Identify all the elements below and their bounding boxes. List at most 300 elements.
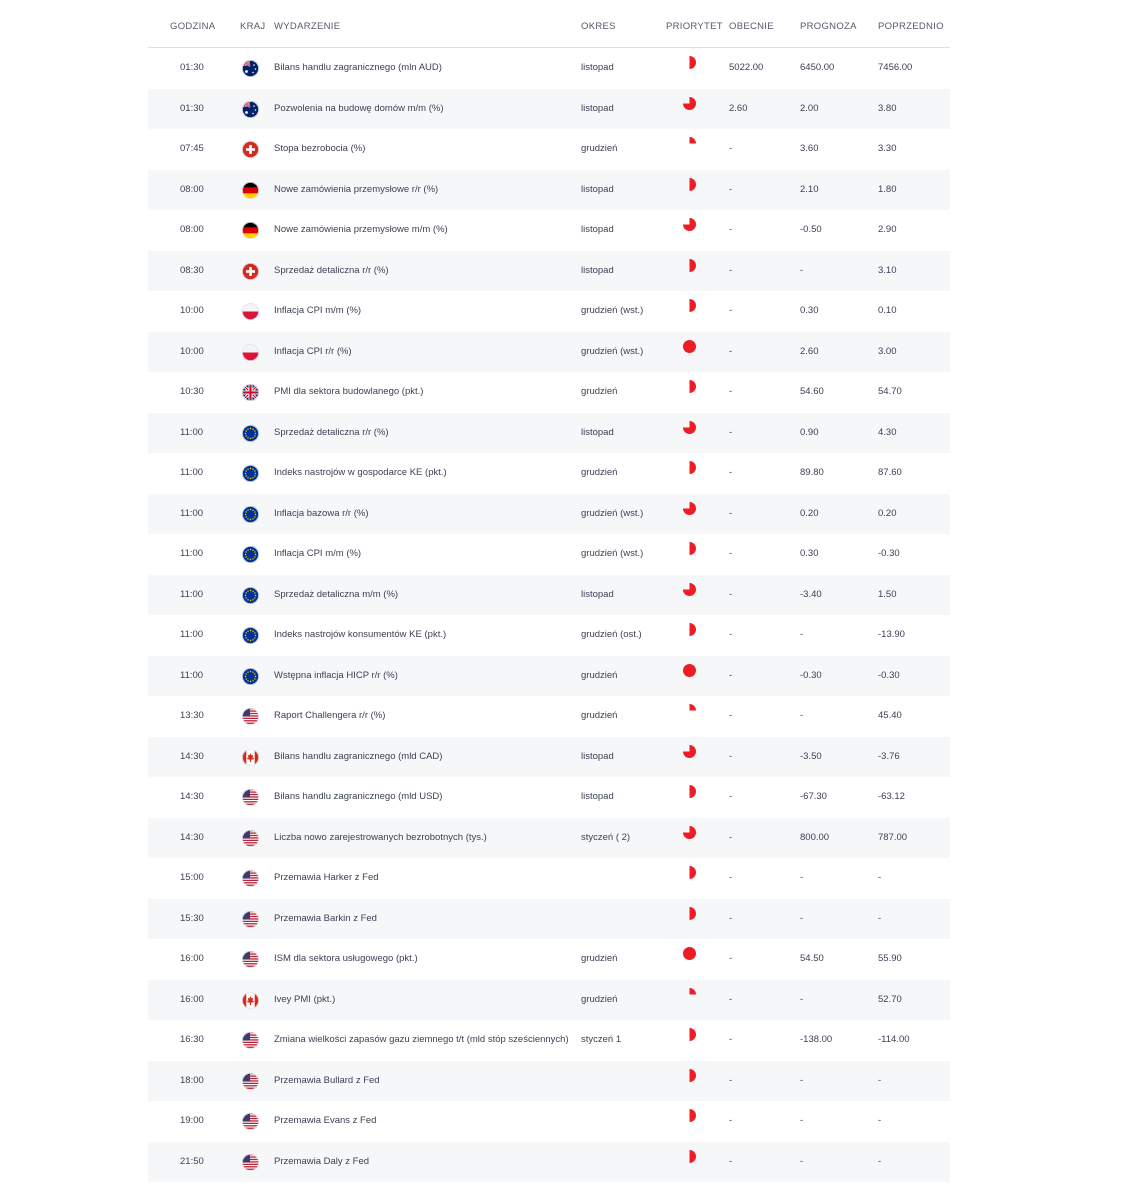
event-time: 11:00 xyxy=(180,588,204,600)
event-forecast: 6450.00 xyxy=(800,62,835,73)
event-actual: - xyxy=(729,953,733,964)
event-previous: -13.90 xyxy=(878,629,905,640)
priority-cell xyxy=(678,129,698,170)
header-country[interactable]: KRAJ xyxy=(240,21,266,32)
priority-pie-icon xyxy=(682,55,697,70)
country-cell xyxy=(242,980,260,1021)
event-previous: - xyxy=(878,1115,882,1126)
country-cell xyxy=(242,170,260,211)
event-actual: - xyxy=(729,872,733,883)
country-cell xyxy=(242,129,260,170)
table-row[interactable] xyxy=(148,575,950,616)
event-period: grudzień xyxy=(581,467,618,478)
priority-pie-icon xyxy=(682,339,697,354)
event-name: Inflacja bazowa r/r (%) xyxy=(274,507,369,519)
priority-pie-icon xyxy=(682,946,697,961)
table-header xyxy=(148,6,950,48)
event-time: 11:00 xyxy=(180,629,204,640)
priority-cell xyxy=(678,656,698,697)
priority-pie-icon xyxy=(682,784,697,799)
event-actual: - xyxy=(729,1115,733,1126)
event-name: Przemawia Daly z Fed xyxy=(274,1155,370,1167)
header-forecast[interactable]: PROGNOZA xyxy=(800,21,857,32)
priority-pie-icon xyxy=(682,744,697,759)
country-cell xyxy=(242,1101,260,1142)
event-actual: - xyxy=(729,831,733,843)
event-forecast: - xyxy=(800,1155,804,1167)
event-period: listopad xyxy=(581,264,614,276)
table-row[interactable] xyxy=(148,899,950,940)
event-actual: 2.60 xyxy=(729,102,748,114)
event-previous: -63.12 xyxy=(878,791,905,802)
header-previous[interactable]: POPRZEDNIO xyxy=(878,21,944,32)
priority-cell xyxy=(678,980,698,1021)
event-name: ISM dla sektora usługowego (pkt.) xyxy=(274,953,418,964)
table-row[interactable] xyxy=(148,818,950,859)
event-name: Inflacja CPI m/m (%) xyxy=(274,305,362,316)
priority-pie-icon xyxy=(682,379,697,394)
event-period: grudzień (wst.) xyxy=(581,305,644,316)
table-row[interactable] xyxy=(148,1142,950,1183)
country-cell xyxy=(242,575,260,616)
event-forecast: 0.30 xyxy=(800,305,819,316)
germany-flag-icon xyxy=(242,182,259,199)
event-actual: - xyxy=(729,548,733,559)
event-period: grudzień xyxy=(581,386,618,397)
table-row[interactable] xyxy=(148,332,950,373)
event-period: styczeń 1 xyxy=(581,1034,622,1045)
usa-flag-icon xyxy=(242,830,259,847)
germany-flag-icon xyxy=(242,222,259,239)
event-time: 01:30 xyxy=(180,102,204,114)
event-time: 10:00 xyxy=(180,345,204,357)
table-row[interactable] xyxy=(148,858,950,899)
country-cell xyxy=(242,210,260,251)
event-name: Raport Challengera r/r (%) xyxy=(274,710,386,721)
event-actual: - xyxy=(729,183,733,195)
event-forecast: - xyxy=(800,1074,804,1086)
event-previous: 7456.00 xyxy=(878,62,913,73)
event-previous: -0.30 xyxy=(878,548,900,559)
event-previous: 55.90 xyxy=(878,953,902,964)
event-name: Bilans handlu zagranicznego (mld CAD) xyxy=(274,750,443,762)
eu-flag-icon xyxy=(242,587,259,604)
priority-cell xyxy=(678,615,698,656)
priority-cell xyxy=(678,332,698,373)
eu-flag-icon xyxy=(242,425,259,442)
event-time: 01:30 xyxy=(180,62,204,73)
event-time: 14:30 xyxy=(180,831,204,843)
event-forecast: 3.60 xyxy=(800,143,819,154)
usa-flag-icon xyxy=(242,1154,259,1171)
event-period: grudzień xyxy=(581,143,618,154)
table-row[interactable] xyxy=(148,413,950,454)
priority-cell xyxy=(678,1061,698,1102)
event-previous: 87.60 xyxy=(878,467,902,478)
country-cell xyxy=(242,291,260,332)
table-row[interactable] xyxy=(148,1061,950,1102)
priority-pie-icon xyxy=(682,96,697,111)
event-forecast: - xyxy=(800,629,804,640)
event-previous: 3.00 xyxy=(878,345,897,357)
event-previous: 787.00 xyxy=(878,831,908,843)
event-time: 15:30 xyxy=(180,912,204,924)
priority-cell xyxy=(678,737,698,778)
event-time: 21:50 xyxy=(180,1155,204,1167)
event-time: 11:00 xyxy=(180,507,204,519)
event-time: 08:00 xyxy=(180,183,204,195)
priority-cell xyxy=(678,777,698,818)
event-actual: - xyxy=(729,669,733,681)
event-time: 08:00 xyxy=(180,224,204,235)
event-time: 16:30 xyxy=(180,1034,204,1045)
event-period: grudzień (ost.) xyxy=(581,629,642,640)
event-previous: 0.20 xyxy=(878,507,897,519)
priority-cell xyxy=(678,372,698,413)
event-period: listopad xyxy=(581,183,614,195)
event-actual: - xyxy=(729,1155,733,1167)
event-previous: - xyxy=(878,1155,882,1167)
event-forecast: -0.30 xyxy=(800,669,822,681)
eu-flag-icon xyxy=(242,506,259,523)
table-row[interactable] xyxy=(148,1020,950,1061)
priority-pie-icon xyxy=(682,1068,697,1083)
event-period: listopad xyxy=(581,62,614,73)
event-forecast: -3.50 xyxy=(800,750,822,762)
table-row[interactable] xyxy=(148,737,950,778)
event-name: Przemawia Bullard z Fed xyxy=(274,1074,380,1086)
event-name: Pozwolenia na budowę domów m/m (%) xyxy=(274,102,444,114)
table-row[interactable] xyxy=(148,170,950,211)
header-time[interactable]: GODZINA xyxy=(170,21,216,32)
event-actual: - xyxy=(729,710,733,721)
table-row[interactable] xyxy=(148,129,950,170)
table-row[interactable] xyxy=(148,372,950,413)
priority-cell xyxy=(678,899,698,940)
event-name: Sprzedaż detaliczna m/m (%) xyxy=(274,588,399,600)
header-actual[interactable]: OBECNIE xyxy=(729,21,774,32)
priority-pie-icon xyxy=(682,663,697,678)
event-actual: - xyxy=(729,507,733,519)
event-actual: - xyxy=(729,264,733,276)
country-cell xyxy=(242,251,260,292)
event-name: Liczba nowo zarejestrowanych bezrobotnych (tys.) xyxy=(274,831,487,843)
usa-flag-icon xyxy=(242,1073,259,1090)
priority-pie-icon xyxy=(682,906,697,921)
country-cell xyxy=(242,48,260,89)
event-forecast: 2.00 xyxy=(800,102,819,114)
event-name: PMI dla sektora budowlanego (pkt.) xyxy=(274,386,424,397)
event-actual: - xyxy=(729,426,733,438)
country-cell xyxy=(242,1020,260,1061)
priority-cell xyxy=(678,210,698,251)
event-actual: - xyxy=(729,993,733,1005)
event-actual: - xyxy=(729,143,733,154)
event-previous: 3.80 xyxy=(878,102,897,114)
priority-cell xyxy=(678,1101,698,1142)
priority-pie-icon xyxy=(682,582,697,597)
priority-cell xyxy=(678,413,698,454)
event-previous: 3.30 xyxy=(878,143,897,154)
event-period: listopad xyxy=(581,588,614,600)
table-row[interactable] xyxy=(148,777,950,818)
canada-flag-icon xyxy=(242,992,259,1009)
eu-flag-icon xyxy=(242,465,259,482)
canada-flag-icon xyxy=(242,749,259,766)
event-time: 14:30 xyxy=(180,791,204,802)
event-name: Nowe zamówienia przemysłowe r/r (%) xyxy=(274,183,439,195)
event-name: Sprzedaż detaliczna r/r (%) xyxy=(274,426,389,438)
country-cell xyxy=(242,615,260,656)
table-row[interactable] xyxy=(148,453,950,494)
event-time: 13:30 xyxy=(180,710,204,721)
event-actual: - xyxy=(729,629,733,640)
australia-flag-icon xyxy=(242,101,259,118)
event-previous: 3.10 xyxy=(878,264,897,276)
country-cell xyxy=(242,1142,260,1183)
table-row[interactable] xyxy=(148,980,950,1021)
event-name: Inflacja CPI m/m (%) xyxy=(274,548,362,559)
event-previous: - xyxy=(878,912,882,924)
event-time: 11:00 xyxy=(180,467,204,478)
event-previous: 4.30 xyxy=(878,426,897,438)
event-period: grudzień (wst.) xyxy=(581,507,644,519)
event-forecast: 89.80 xyxy=(800,467,824,478)
table-row[interactable] xyxy=(148,494,950,535)
priority-cell xyxy=(678,291,698,332)
event-forecast: - xyxy=(800,872,804,883)
event-actual: - xyxy=(729,345,733,357)
event-name: Wstępna inflacja HICP r/r (%) xyxy=(274,669,398,681)
event-time: 08:30 xyxy=(180,264,204,276)
event-forecast: 2.10 xyxy=(800,183,819,195)
event-forecast: 0.30 xyxy=(800,548,819,559)
event-previous: - xyxy=(878,872,882,883)
event-period: listopad xyxy=(581,426,614,438)
event-name: Stopa bezrobocia (%) xyxy=(274,143,366,154)
table-row[interactable] xyxy=(148,534,950,575)
event-actual: 5022.00 xyxy=(729,62,764,73)
event-name: Zmiana wielkości zapasów gazu ziemnego t/t (mld stóp sześciennych) xyxy=(274,1034,569,1045)
event-actual: - xyxy=(729,1034,733,1045)
priority-cell xyxy=(678,48,698,89)
country-cell xyxy=(242,332,260,373)
event-period xyxy=(581,1101,661,1142)
priority-cell xyxy=(678,453,698,494)
event-actual: - xyxy=(729,224,733,235)
event-period xyxy=(581,858,661,899)
event-time: 16:00 xyxy=(180,953,204,964)
event-time: 14:30 xyxy=(180,750,204,762)
table-row[interactable] xyxy=(148,696,950,737)
priority-pie-icon xyxy=(682,177,697,192)
country-cell xyxy=(242,534,260,575)
event-period: listopad xyxy=(581,750,614,762)
event-forecast: - xyxy=(800,264,804,276)
priority-pie-icon xyxy=(682,1149,697,1164)
country-cell xyxy=(242,1061,260,1102)
event-forecast: 800.00 xyxy=(800,831,830,843)
event-time: 07:45 xyxy=(180,143,204,154)
usa-flag-icon xyxy=(242,708,259,725)
event-name: Bilans handlu zagranicznego (mln AUD) xyxy=(274,62,442,73)
priority-cell xyxy=(678,89,698,130)
priority-cell xyxy=(678,170,698,211)
priority-pie-icon xyxy=(682,1027,697,1042)
table-row[interactable] xyxy=(148,251,950,292)
event-forecast: - xyxy=(800,993,804,1005)
event-forecast: - xyxy=(800,710,804,721)
event-period: grudzień (wst.) xyxy=(581,548,644,559)
event-previous: 2.90 xyxy=(878,224,897,235)
table-body xyxy=(148,48,950,1182)
eu-flag-icon xyxy=(242,627,259,644)
priority-pie-icon xyxy=(682,703,697,718)
event-time: 18:00 xyxy=(180,1074,204,1086)
event-forecast: -0.50 xyxy=(800,224,822,235)
table-row[interactable] xyxy=(148,939,950,980)
event-period: grudzień (wst.) xyxy=(581,345,644,357)
event-previous: 1.50 xyxy=(878,588,897,600)
event-previous: - xyxy=(878,1074,882,1086)
event-name: Indeks nastrojów w gospodarce KE (pkt.) xyxy=(274,467,447,478)
priority-pie-icon xyxy=(682,987,697,1002)
event-period: listopad xyxy=(581,224,614,235)
country-cell xyxy=(242,777,260,818)
event-forecast: 54.50 xyxy=(800,953,824,964)
priority-pie-icon xyxy=(682,825,697,840)
header-event[interactable]: WYDARZENIE xyxy=(274,21,341,32)
table-row[interactable] xyxy=(148,656,950,697)
event-actual: - xyxy=(729,588,733,600)
priority-cell xyxy=(678,858,698,899)
event-time: 10:30 xyxy=(180,386,204,397)
event-previous: 54.70 xyxy=(878,386,902,397)
usa-flag-icon xyxy=(242,789,259,806)
table-row[interactable] xyxy=(148,89,950,130)
event-period: styczeń ( 2) xyxy=(581,831,631,843)
priority-pie-icon xyxy=(682,460,697,475)
priority-pie-icon xyxy=(682,1108,697,1123)
country-cell xyxy=(242,89,260,130)
priority-cell xyxy=(678,575,698,616)
event-name: Sprzedaż detaliczna r/r (%) xyxy=(274,264,389,276)
eu-flag-icon xyxy=(242,668,259,685)
event-period xyxy=(581,1061,661,1102)
event-time: 10:00 xyxy=(180,305,204,316)
event-period: grudzień xyxy=(581,669,618,681)
country-cell xyxy=(242,413,260,454)
priority-pie-icon xyxy=(682,622,697,637)
event-name: Bilans handlu zagranicznego (mld USD) xyxy=(274,791,443,802)
table-row[interactable] xyxy=(148,615,950,656)
priority-pie-icon xyxy=(682,541,697,556)
switzerland-flag-icon xyxy=(242,141,259,158)
event-period: grudzień xyxy=(581,710,618,721)
event-actual: - xyxy=(729,467,733,478)
event-time: 11:00 xyxy=(180,548,204,559)
country-cell xyxy=(242,656,260,697)
event-name: Indeks nastrojów konsumentów KE (pkt.) xyxy=(274,629,447,640)
country-cell xyxy=(242,899,260,940)
priority-pie-icon xyxy=(682,298,697,313)
event-previous: 52.70 xyxy=(878,993,902,1005)
priority-cell xyxy=(678,696,698,737)
event-forecast: -138.00 xyxy=(800,1034,833,1045)
event-previous: 45.40 xyxy=(878,710,902,721)
event-time: 19:00 xyxy=(180,1115,204,1126)
poland-flag-icon xyxy=(242,344,259,361)
event-actual: - xyxy=(729,386,733,397)
usa-flag-icon xyxy=(242,911,259,928)
event-actual: - xyxy=(729,1074,733,1086)
event-period xyxy=(581,899,661,940)
event-previous: 1.80 xyxy=(878,183,897,195)
event-actual: - xyxy=(729,791,733,802)
event-previous: -114.00 xyxy=(878,1034,910,1045)
table-row[interactable] xyxy=(148,1101,950,1142)
event-period: listopad xyxy=(581,791,614,802)
priority-cell xyxy=(678,1020,698,1061)
priority-cell xyxy=(678,818,698,859)
priority-cell xyxy=(678,494,698,535)
table-row[interactable] xyxy=(148,291,950,332)
event-name: Ivey PMI (pkt.) xyxy=(274,993,336,1005)
economic-calendar-table xyxy=(148,6,950,1182)
event-forecast: 54.60 xyxy=(800,386,824,397)
event-period: grudzień xyxy=(581,953,618,964)
switzerland-flag-icon xyxy=(242,263,259,280)
table-row[interactable] xyxy=(148,210,950,251)
usa-flag-icon xyxy=(242,870,259,887)
event-name: Przemawia Harker z Fed xyxy=(274,872,379,883)
event-forecast: - xyxy=(800,912,804,924)
poland-flag-icon xyxy=(242,303,259,320)
event-time: 11:00 xyxy=(180,426,204,438)
event-forecast: -3.40 xyxy=(800,588,822,600)
header-period[interactable]: OKRES xyxy=(581,21,616,32)
eu-flag-icon xyxy=(242,546,259,563)
event-actual: - xyxy=(729,750,733,762)
event-name: Inflacja CPI r/r (%) xyxy=(274,345,352,357)
country-cell xyxy=(242,737,260,778)
priority-cell xyxy=(678,939,698,980)
event-forecast: - xyxy=(800,1115,804,1126)
header-priority[interactable]: PRIORYTET xyxy=(666,21,723,32)
event-previous: 0.10 xyxy=(878,305,897,316)
event-forecast: 0.90 xyxy=(800,426,819,438)
event-time: 11:00 xyxy=(180,669,204,681)
country-cell xyxy=(242,939,260,980)
priority-pie-icon xyxy=(682,420,697,435)
country-cell xyxy=(242,858,260,899)
table-row[interactable] xyxy=(148,48,950,89)
priority-cell xyxy=(678,534,698,575)
usa-flag-icon xyxy=(242,1032,259,1049)
event-name: Przemawia Barkin z Fed xyxy=(274,912,377,924)
event-actual: - xyxy=(729,305,733,316)
event-forecast: -67.30 xyxy=(800,791,827,802)
priority-cell xyxy=(678,1142,698,1183)
event-time: 15:00 xyxy=(180,872,204,883)
country-cell xyxy=(242,696,260,737)
usa-flag-icon xyxy=(242,1113,259,1130)
event-name: Nowe zamówienia przemysłowe m/m (%) xyxy=(274,224,448,235)
event-previous: -3.76 xyxy=(878,750,900,762)
priority-pie-icon xyxy=(682,865,697,880)
priority-cell xyxy=(678,251,698,292)
event-period: listopad xyxy=(581,102,614,114)
